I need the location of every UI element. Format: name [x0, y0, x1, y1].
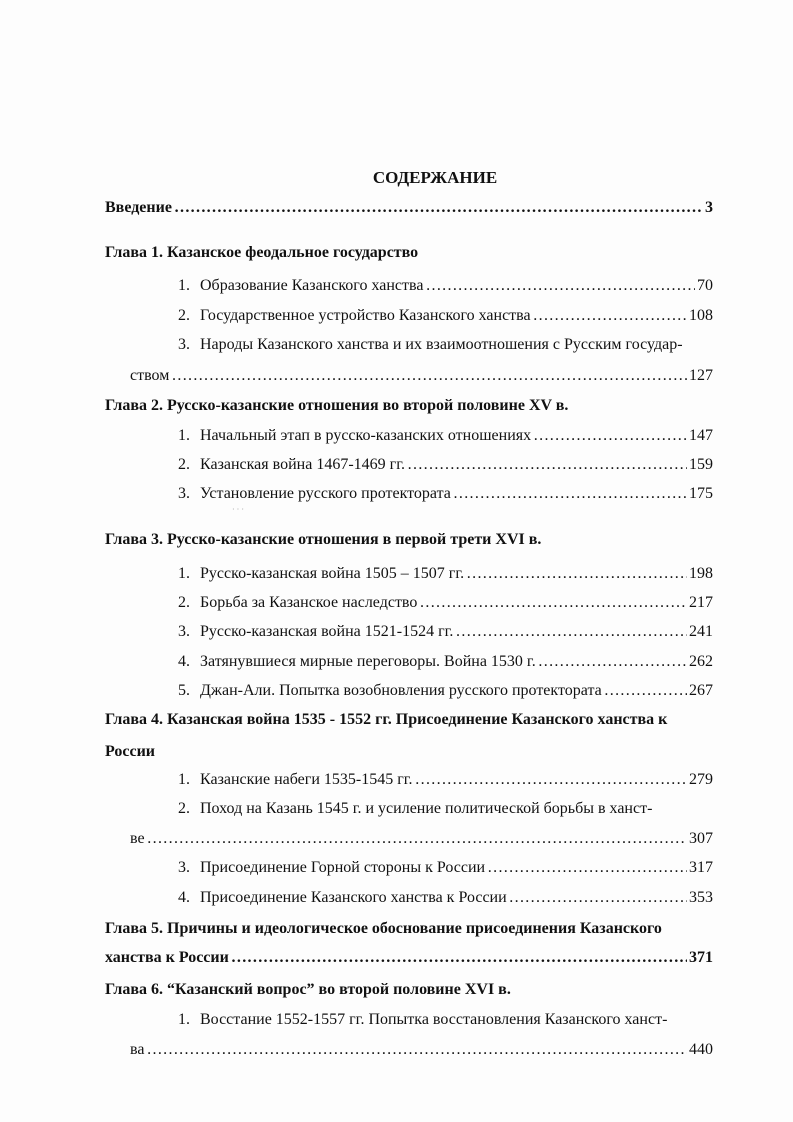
item-number: 3. — [178, 336, 190, 353]
dot-leader — [146, 1040, 687, 1060]
page-number: 307 — [689, 830, 713, 847]
item-label-cont: ва — [130, 1041, 145, 1058]
item-label: Казанские набеги 1535-1545 гг. — [200, 771, 413, 788]
toc-item[interactable] — [178, 484, 713, 504]
page-number: 198 — [689, 565, 713, 582]
item-label: Начальный этап в русско-казанских отношениях — [200, 427, 532, 444]
item-number: 1. — [178, 771, 190, 788]
chapter-title: Глава 1. Казанское феодальное государство — [105, 244, 419, 261]
page-number: 353 — [689, 889, 713, 906]
dot-leader — [407, 455, 687, 475]
item-label: Борьба за Казанское наследство — [200, 594, 418, 611]
item-number: 4. — [178, 889, 190, 906]
toc-item[interactable] — [178, 564, 713, 584]
toc-chapter-3[interactable] — [105, 530, 541, 550]
toc-item[interactable] — [178, 306, 713, 326]
chapter-title-cont: России — [105, 743, 156, 760]
item-number: 3. — [178, 859, 190, 876]
item-number: 2. — [178, 307, 190, 324]
item-number: 2. — [178, 594, 190, 611]
page-number: 3 — [705, 199, 713, 216]
page-number: 262 — [689, 653, 713, 670]
toc-chapter-4-cont[interactable] — [105, 742, 155, 762]
dot-leader — [419, 593, 687, 613]
dot-leader — [425, 276, 695, 296]
dot-leader — [174, 198, 703, 218]
item-number: 1. — [178, 565, 190, 582]
item-label: Поход на Казань 1545 г. и усиление политической борьбы в ханст- — [200, 800, 653, 817]
dot-leader — [453, 484, 687, 504]
dot-leader — [231, 948, 687, 968]
item-number: 1. — [178, 1011, 190, 1028]
toc-chapter-1[interactable] — [105, 243, 418, 263]
toc-item[interactable] — [178, 426, 713, 446]
toc-chapter-5-cont[interactable] — [105, 948, 713, 968]
toc-chapter-5[interactable] — [105, 919, 662, 939]
item-label: Установление русского протектората — [200, 485, 451, 502]
toc-item-cont[interactable] — [130, 1040, 713, 1060]
toc-chapter-4[interactable] — [105, 710, 667, 730]
page-number: 267 — [689, 682, 713, 699]
dot-leader — [487, 858, 687, 878]
toc-item[interactable] — [178, 622, 713, 642]
item-number: 1. — [178, 427, 190, 444]
item-number: 1. — [178, 277, 190, 294]
dot-leader — [415, 770, 687, 790]
page-number: 108 — [689, 307, 713, 324]
chapter-title: Глава 4. Казанская война 1535 - 1552 гг. Присоединение Казанского ханства к — [105, 711, 668, 728]
item-label-cont: ве — [130, 830, 145, 847]
dot-leader — [509, 888, 687, 908]
page-number: 159 — [689, 456, 713, 473]
page-title: СОДЕРЖАНИЕ — [372, 168, 498, 187]
chapter-title: Глава 5. Причины и идеологическое обоснование присоединения Казанского — [105, 920, 662, 937]
chapter-title-cont: ханства к России — [105, 949, 229, 966]
item-label: Восстание 1552-1557 гг. Попытка восстановления Казанского ханст- — [200, 1011, 668, 1028]
dot-leader — [455, 622, 687, 642]
chapter-title: Глава 6. “Казанский вопрос” во второй половине XVI в. — [105, 981, 511, 998]
dot-leader — [171, 366, 687, 386]
toc-item[interactable] — [178, 276, 713, 296]
toc-item[interactable] — [178, 681, 713, 701]
toc-item[interactable] — [178, 455, 713, 475]
entry-label: Введение — [105, 199, 172, 216]
toc-item-cont[interactable] — [130, 829, 713, 849]
item-label: Джан-Али. Попытка возобновления русского протектората — [200, 682, 602, 699]
item-number: 3. — [178, 485, 190, 502]
item-number: 2. — [178, 456, 190, 473]
page-number: 70 — [697, 277, 713, 294]
page-number: 279 — [689, 771, 713, 788]
item-label: Казанская война 1467-1469 гг. — [200, 456, 405, 473]
dot-leader — [538, 652, 687, 672]
item-label: Русско-казанская война 1521-1524 гг. — [200, 623, 454, 640]
page-number: 147 — [689, 427, 713, 444]
toc-item[interactable] — [178, 858, 713, 878]
toc-item[interactable] — [178, 335, 683, 355]
toc-chapter-2[interactable] — [105, 396, 568, 416]
page-number: 241 — [689, 623, 713, 640]
toc-item-cont[interactable] — [130, 366, 713, 386]
page-number: 127 — [689, 367, 713, 384]
dot-leader — [466, 564, 687, 584]
page-number: 440 — [689, 1041, 713, 1058]
chapter-title: Глава 3. Русско-казанские отношения в первой трети XVI в. — [105, 531, 542, 548]
toc-item[interactable] — [178, 593, 713, 613]
toc-item[interactable] — [178, 652, 713, 672]
item-number: 2. — [178, 800, 190, 817]
page-number: 217 — [689, 594, 713, 611]
item-label: Образование Казанского ханства — [200, 277, 424, 294]
dot-leader — [533, 306, 687, 326]
item-label: Государственное устройство Казанского ханства — [200, 307, 531, 324]
toc-item[interactable] — [178, 770, 713, 790]
dot-leader — [147, 829, 687, 849]
chapter-title: Глава 2. Русско-казанские отношения во второй половине XV в. — [105, 397, 569, 414]
toc-item[interactable] — [178, 1010, 667, 1030]
page-number: 317 — [689, 859, 713, 876]
dot-leader — [533, 426, 687, 446]
item-number: 5. — [178, 682, 190, 699]
page-number: 371 — [689, 949, 713, 966]
toc-chapter-6[interactable] — [105, 980, 511, 1000]
dot-leader — [604, 681, 687, 701]
item-label: Затянувшиеся мирные переговоры. Война 1530 г. — [200, 653, 536, 670]
toc-item[interactable] — [178, 799, 652, 819]
page-number: 175 — [689, 485, 713, 502]
item-number: 4. — [178, 653, 190, 670]
item-label-cont: ством — [130, 367, 170, 384]
item-number: 3. — [178, 623, 190, 640]
item-label: Присоединение Горной стороны к России — [200, 859, 486, 876]
item-label: Народы Казанского ханства и их взаимоотношения с Русским государ- — [200, 336, 683, 353]
item-label: Русско-казанская война 1505 – 1507 гг. — [200, 565, 465, 582]
toc-entry-intro[interactable] — [105, 198, 713, 218]
item-label: Присоединение Казанского ханства к России — [200, 889, 507, 906]
scan-smudge: · · · — [232, 505, 244, 514]
toc-item[interactable] — [178, 888, 713, 908]
